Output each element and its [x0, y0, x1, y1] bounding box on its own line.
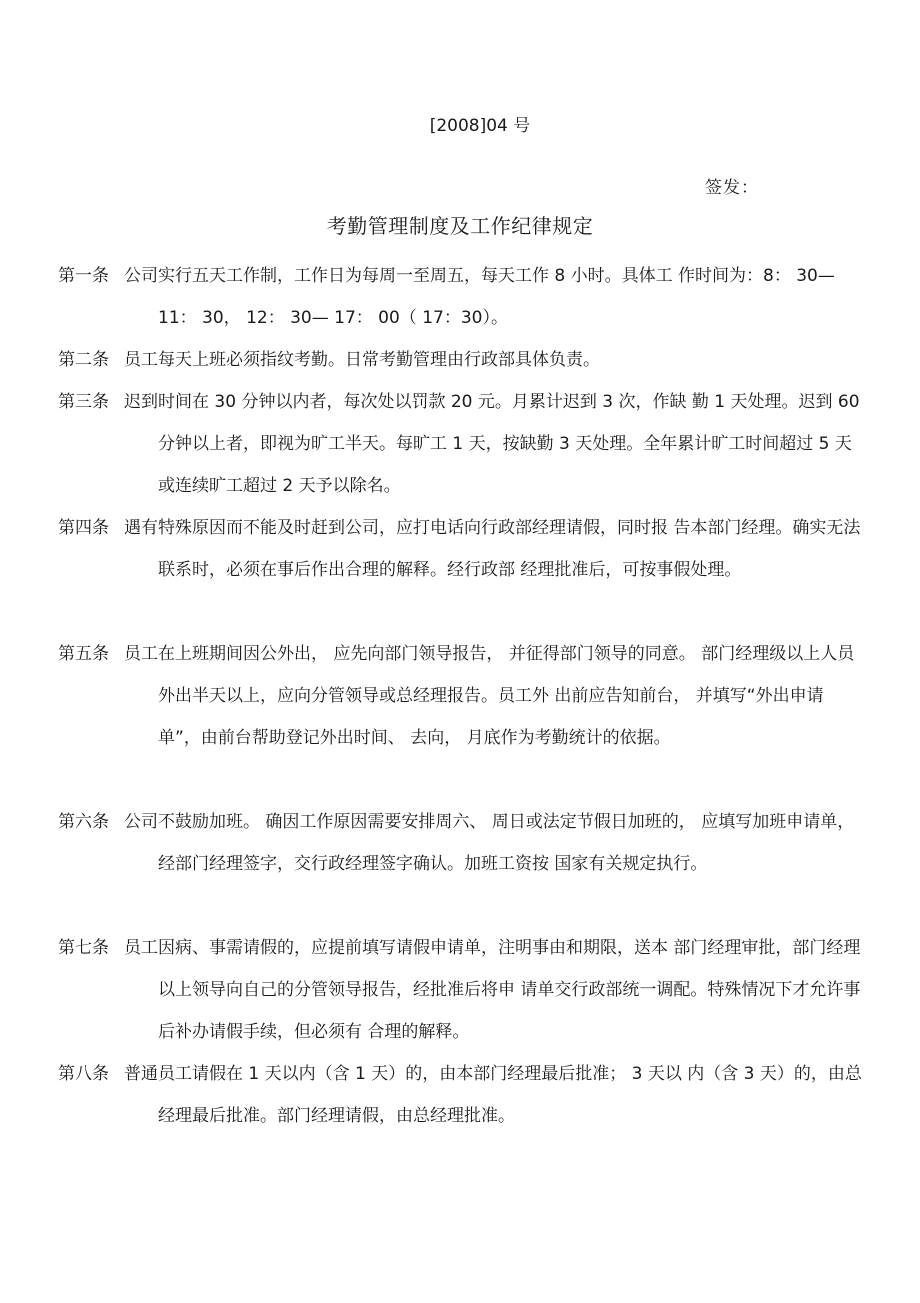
- article-number: 第八条: [58, 1064, 109, 1084]
- article-4: [58, 507, 864, 633]
- article-text: 员工因病、事需请假的，应提前填写请假申请单，注明事由和期限，送本 部门经理审批，部门经理以上领导向自己的分管领导报告，经批准后将申 请单交行政部统一调配。特殊情况下才允许事后补办请假手续，但必须有 合理的解释。: [124, 938, 861, 1042]
- article-text: 普通员工请假在 1 天以内（含 1 天）的，由本部门经理最后批准； 3 天以 内（含 3 天）的，由总经理最后批准。部门经理请假，由总经理批准。: [124, 1064, 862, 1126]
- article-text: 员工在上班期间因公外出， 应先向部门领导报告， 并征得部门领导的同意。 部门经理级以上人员外出半天以上，应向分管领导或总经理报告。员工外 出前应告知前台， 并填写“外出申请单”，由前台帮助登记外出时间、 去向， 月底作为考勤统计的依据。: [124, 644, 855, 748]
- article-text: 迟到时间在 30 分钟以内者，每次处以罚款 20 元。月累计迟到 3 次，作缺 勤 1 天处理。迟到 60 分钟以上者，即视为旷工半天。每旷工 1 天，按缺勤 3 天处理。全年累计旷工时间超过 5 天或连续旷工超过 2 天予以除名。: [124, 392, 860, 496]
- article-number: 第三条: [58, 392, 109, 412]
- article-3: [58, 381, 864, 507]
- article-8: [58, 1053, 864, 1137]
- document-number: [2008]04 号: [429, 116, 531, 136]
- article-1: [58, 255, 864, 339]
- signer-label: 签发：: [705, 178, 759, 198]
- article-text: 员工每天上班必须指纹考勤。日常考勤管理由行政部具体负责。: [124, 350, 600, 370]
- article-number: 第四条: [58, 518, 109, 538]
- article-number: 第六条: [58, 812, 109, 832]
- article-2: [58, 339, 864, 381]
- article-5: [58, 633, 864, 801]
- articles-list: [58, 255, 864, 1137]
- article-number: 第七条: [58, 938, 109, 958]
- document-title: 考勤管理制度及工作纪律规定: [326, 214, 594, 238]
- article-text: 公司实行五天工作制，工作日为每周一至周五，每天工作 8 小时。具体工 作时间为：8： 30— 11： 30， 12： 30— 17： 00（ 17：30）。: [124, 266, 835, 328]
- article-number: 第五条: [58, 644, 109, 664]
- article-6: [58, 801, 864, 927]
- article-number: 第二条: [58, 350, 109, 370]
- article-text: 遇有特殊原因而不能及时赶到公司，应打电话向行政部经理请假，同时报 告本部门经理。确实无法联系时，必须在事后作出合理的解释。经行政部 经理批准后，可按事假处理。: [124, 518, 861, 580]
- article-text: 公司不鼓励加班。 确因工作原因需要安排周六、 周日或法定节假日加班的， 应填写加班申请单，经部门经理签字，交行政经理签字确认。加班工资按 国家有关规定执行。: [124, 812, 855, 874]
- article-number: 第一条: [58, 266, 109, 286]
- article-7: [58, 927, 864, 1053]
